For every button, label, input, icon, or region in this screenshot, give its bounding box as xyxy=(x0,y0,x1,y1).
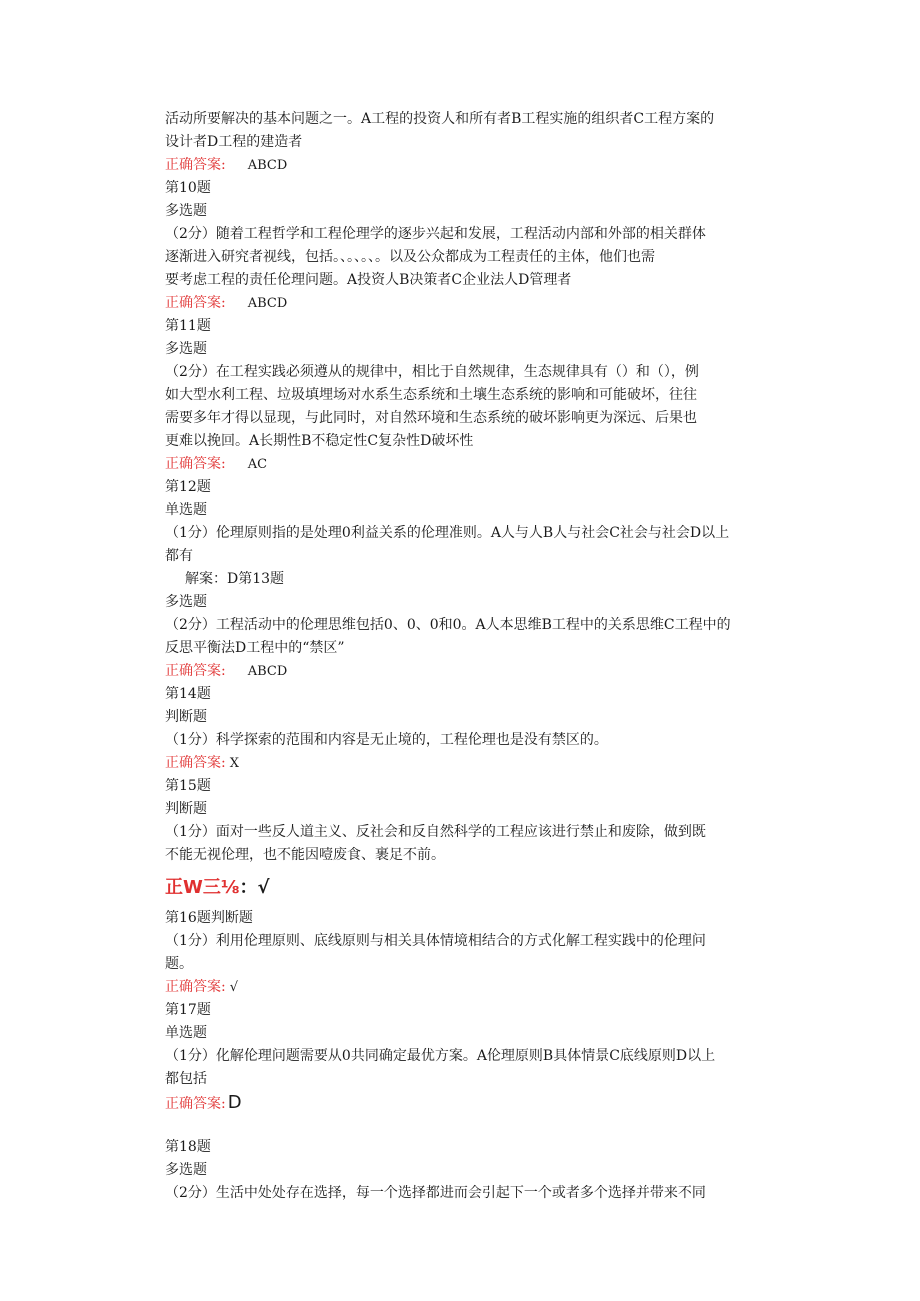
q18-number: 第18题 xyxy=(165,1139,211,1155)
answer-label: 正确答案: xyxy=(165,755,226,771)
q13-text-line: （2分）工程活动中的伦理思维包括0、0、0和0。A人本思维B工程中的关系思维C工程中的 xyxy=(165,617,731,633)
answer-value: √ xyxy=(229,980,239,995)
q16-text-line: 题。 xyxy=(165,956,193,972)
q11-text-line: 如大型水利工程、垃圾填埋场对水系生态系统和土壤生态系统的影响和可能破坏，往往 xyxy=(165,387,697,403)
q10-text-line: （2分）随着工程哲学和工程伦理学的逐步兴起和发展，工程活动内部和外部的相关群体 xyxy=(165,226,706,242)
answer-label: 正确答案: xyxy=(165,663,226,679)
q14-answer xyxy=(165,752,765,775)
q16-header: 第16题判断题 xyxy=(165,910,253,926)
q14-text-line: （1分）科学探索的范围和内容是无止境的，工程伦理也是没有禁区的。 xyxy=(165,732,608,748)
q11-text-line: 需要多年才得以显现，与此同时，对自然环境和生态系统的破坏影响更为深远、后果也 xyxy=(165,410,697,426)
answer-line-text: 解案：D第13题 xyxy=(185,571,285,587)
q18-text-line: （2分）生活中处处存在选择，每一个选择都进而会引起下一个或者多个选择并带来不同 xyxy=(165,1185,706,1201)
q17-type: 单选题 xyxy=(165,1025,207,1041)
q9-text-line: 活动所要解决的基本问题之一。A工程的投资人和所有者B工程实施的组织者C工程方案的 xyxy=(165,111,715,127)
gap xyxy=(165,1116,765,1136)
answer-value: AC xyxy=(247,457,268,472)
q9-answer xyxy=(165,154,765,177)
q10-number: 第10题 xyxy=(165,180,211,196)
answer-value: ABCD xyxy=(247,158,288,173)
answer-label: 正确答案: xyxy=(165,1096,226,1112)
garbled-value: ：√ xyxy=(239,877,270,898)
q13-answer xyxy=(165,660,765,683)
document-page xyxy=(165,108,765,1205)
garbled-label: 正W三⅛ xyxy=(165,877,240,898)
q15-text-line: 不能无视伦理，也不能因噎废食、裹足不前。 xyxy=(165,847,445,863)
q12-text-line: （1分）伦理原则指的是处理0利益关系的伦理准则。A人与人B人与社会C社会与社会D以上 xyxy=(165,525,730,541)
q16-answer xyxy=(165,976,765,999)
q13-type: 多选题 xyxy=(165,594,207,610)
q10-text-line: 逐渐进入研究者视线，包括。、。、。、。以及公众都成为工程责任的主体，他们也需 xyxy=(165,249,655,265)
q17-text-line: 都包括 xyxy=(165,1071,207,1087)
q12-text-line: 都有 xyxy=(165,548,193,564)
q10-text-line: 要考虑工程的责任伦理问题。A投资人B决策者C企业法人D管理者 xyxy=(165,272,572,288)
q11-type: 多选题 xyxy=(165,341,207,357)
answer-value: D xyxy=(227,1092,242,1113)
answer-label: 正确答案: xyxy=(165,157,226,173)
q12-number: 第12题 xyxy=(165,479,211,495)
q17-number: 第17题 xyxy=(165,1002,211,1018)
answer-value: ABCD xyxy=(247,664,288,679)
answer-label: 正确答案: xyxy=(165,979,226,995)
answer-label: 正确答案: xyxy=(165,295,226,311)
q10-type: 多选题 xyxy=(165,203,207,219)
q11-text-line: （2分）在工程实践必须遵从的规律中，相比于自然规律，生态规律具有（）和（），例 xyxy=(165,364,699,380)
q15-type: 判断题 xyxy=(165,801,207,817)
q9-text-line: 设计者D工程的建造者 xyxy=(165,134,303,150)
q11-number: 第11题 xyxy=(165,318,211,334)
q10-answer xyxy=(165,292,765,315)
q12-answer-line xyxy=(165,568,765,591)
q12-type: 单选题 xyxy=(165,502,207,518)
q14-number: 第14题 xyxy=(165,686,211,702)
q16-text-line: （1分）利用伦理原则、底线原则与相关具体情境相结合的方式化解工程实践中的伦理问 xyxy=(165,933,706,949)
answer-value: ABCD xyxy=(247,296,288,311)
answer-label: 正确答案: xyxy=(165,456,226,472)
q15-text-line: （1分）面对一些反人道主义、反社会和反自然科学的工程应该进行禁止和废除，做到既 xyxy=(165,824,706,840)
q14-type: 判断题 xyxy=(165,709,207,725)
q15-answer-garbled xyxy=(165,873,765,903)
q17-answer xyxy=(165,1091,765,1116)
q17-text-line: （1分）化解伦理问题需要从0共同确定最优方案。A伦理原则B具体情景C底线原则D以上 xyxy=(165,1048,716,1064)
q18-type: 多选题 xyxy=(165,1162,207,1178)
q11-text-line: 更难以挽回。A长期性B不稳定性C复杂性D破坏性 xyxy=(165,433,474,449)
answer-value: X xyxy=(229,756,239,771)
q15-number: 第15题 xyxy=(165,778,211,794)
q11-answer xyxy=(165,453,765,476)
q13-text-line: 反思平衡法D工程中的“禁区” xyxy=(165,640,345,656)
